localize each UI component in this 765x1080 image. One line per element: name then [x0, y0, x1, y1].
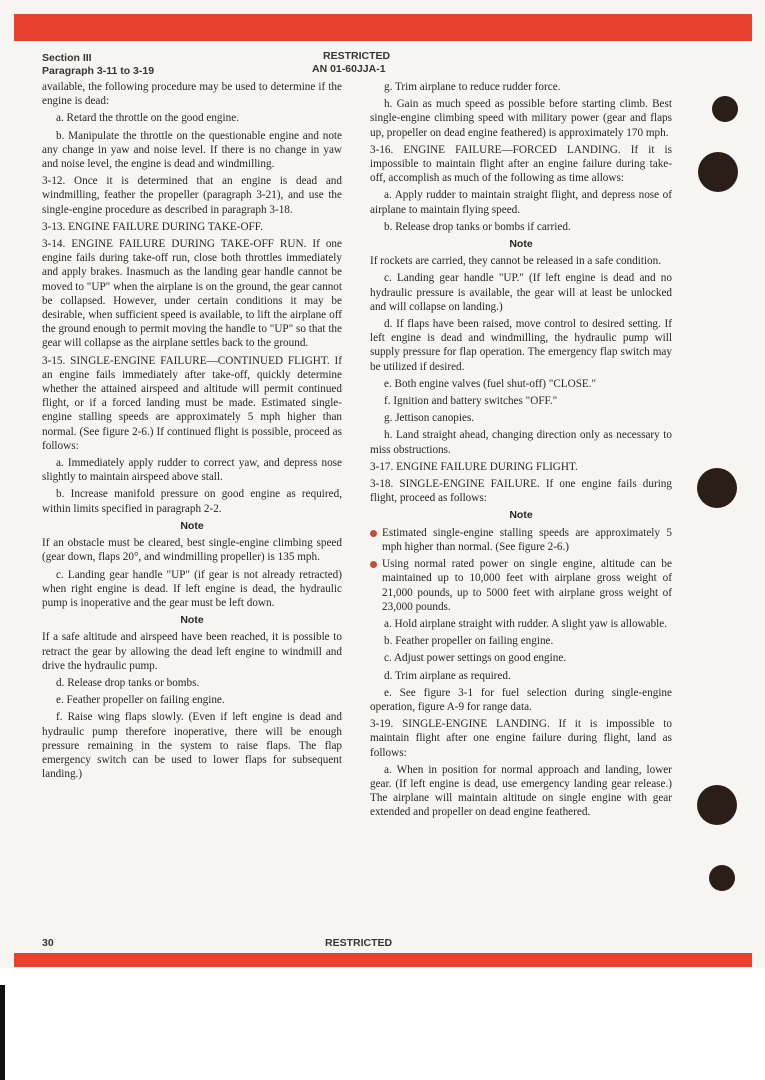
procedure-step: h. Gain as much speed as possible before starting climb. Best single-engine climbing speed with military power (gear and flaps up, propeller on dead engine feathered) is approximately 170 mph.	[370, 98, 672, 139]
left-column	[42, 80, 342, 784]
procedure-step: f. Raise wing flaps slowly. (Even if left engine is dead and hydraulic pump therefore inoperative, there will be enough pressure remaining in the system to raise flaps. The flap emergency switch can be used to lower flaps for subsequent landing.)	[42, 711, 342, 781]
procedure-step: a. Hold airplane straight with rudder. A slight yaw is allowable.	[384, 617, 668, 630]
section-label: Section III	[42, 52, 92, 64]
note-text: If a safe altitude and airspeed have been reached, it is possible to retract the gear by allowing the dead left engine to windmill and drive the hydraulic pump.	[42, 631, 342, 672]
scan-margin	[0, 968, 765, 1080]
page-number: 30	[42, 937, 54, 949]
note-text: If an obstacle must be cleared, best single-engine climbing speed (gear down, flaps 20°, and windmilling propeller) is 135 mph.	[42, 537, 342, 564]
procedure-step: a. Immediately apply rudder to correct yaw, and depress nose slightly to maintain airspeed above stall.	[42, 457, 342, 484]
procedure-step: f. Ignition and battery switches "OFF."	[384, 395, 558, 408]
note-heading: Note	[509, 509, 533, 522]
procedure-step: e. Feather propeller on failing engine.	[56, 694, 225, 707]
note-bullet: Estimated single-engine stalling speeds are approximately 5 mph higher than normal. (See figure 2-6.)	[370, 526, 672, 554]
procedure-step: c. Landing gear handle "UP" (if gear is not already retracted) when right engine is dead. If left engine is dead, the hydraulic pump is inoperative and the gear must be left down.	[42, 568, 342, 609]
note-heading: Note	[180, 614, 204, 627]
bullet-dot-icon	[370, 530, 377, 537]
classification-header: RESTRICTED	[323, 50, 391, 62]
paragraph-text: 3-19. SINGLE-ENGINE LANDING. If it is impossible to maintain flight after one engine failure during flight, land as follows:	[370, 718, 672, 759]
procedure-step: d. If flaps have been raised, move control to desired setting. If left engine is dead and windmilling, the hydraulic pump will supply pressure for flap operation. The emergency flap switch may be utilized if desired.	[370, 318, 672, 373]
note-heading: Note	[509, 238, 533, 251]
paragraph-text: 3-15. SINGLE-ENGINE FAILURE—CONTINUED FLIGHT. If an engine fails immediately after take-off, quickly determine whether the attained airspeed and altitude will permit continued flight, or if a forced landing must be made. Estimated single-engine stalling speeds are approximately 5 mph higher than normal. (See figure 2-6.) If continued flight is possible, proceed as follows:	[42, 354, 342, 452]
scan-edge	[0, 985, 5, 1080]
procedure-step: e. See figure 3-1 for fuel selection during single-engine operation, figure A-9 for range data.	[370, 686, 672, 713]
document-id: AN 01-60JJA-1	[312, 63, 386, 75]
procedure-step: b. Release drop tanks or bombs if carried.	[384, 220, 571, 233]
procedure-step: c. Adjust power settings on good engine.	[384, 652, 567, 665]
paragraph-text: 3-18. SINGLE-ENGINE FAILURE. If one engine fails during flight, proceed as follows:	[370, 478, 672, 505]
procedure-step: d. Trim airplane as required.	[384, 669, 511, 682]
punch-hole	[709, 865, 735, 891]
procedure-step: a. Apply rudder to maintain straight flight, and depress nose of airplane to maintain flying speed.	[370, 189, 672, 216]
paragraph-text: available, the following procedure may be used to determine if the engine is dead:	[42, 81, 342, 108]
procedure-step: a. Retard the throttle on the good engine.	[56, 112, 239, 125]
procedure-step: d. Release drop tanks or bombs.	[56, 676, 200, 689]
procedure-step: a. When in position for normal approach and landing, lower gear. (If left engine is dead, use emergency landing gear release.) The airplane will maintain altitude on single engine with gear extended and propeller on dead engine feathered.	[370, 763, 672, 819]
procedure-step: g. Jettison canopies.	[384, 412, 475, 425]
note-heading: Note	[180, 519, 204, 532]
paragraph-text: 3-12. Once it is determined that an engine is dead and windmilling, feather the propeller (paragraph 3-21), and use the single-engine procedure as described in paragraph 3-18.	[42, 175, 342, 216]
paragraph-text: 3-16. ENGINE FAILURE—FORCED LANDING. If it is impossible to maintain flight after an engine failure during take-off, accomplish as much of the following as time allows:	[370, 143, 672, 185]
punch-hole	[697, 468, 737, 508]
paragraph-text: 3-13. ENGINE FAILURE DURING TAKE-OFF.	[42, 220, 263, 233]
procedure-step: b. Increase manifold pressure on good engine as required, within limits specified in paragraph 2-2.	[42, 488, 342, 515]
classification-footer: RESTRICTED	[325, 937, 393, 949]
right-column	[370, 80, 672, 823]
bullet-dot-icon	[370, 561, 377, 568]
punch-hole	[698, 152, 738, 192]
note-bullet: Using normal rated power on single engine, altitude can be maintained up to 10,000 feet with airplane gross weight of 21,000 pounds, up to 5000 feet with airplane gross weight of 23,000 pounds.	[370, 557, 672, 614]
procedure-step: b. Feather propeller on failing engine.	[384, 635, 554, 648]
paragraph-range: Paragraph 3-11 to 3-19	[42, 65, 155, 77]
bottom-border-stripe	[14, 953, 752, 967]
procedure-step: h. Land straight ahead, changing direction only as necessary to miss obstructions.	[370, 429, 672, 456]
punch-hole	[697, 785, 737, 825]
paragraph-text: 3-17. ENGINE FAILURE DURING FLIGHT.	[370, 460, 578, 473]
paragraph-text: 3-14. ENGINE FAILURE DURING TAKE-OFF RUN. If one engine fails during take-off run, close both throttles immediately and apply brakes. Inasmuch as the landing gear handle cannot be moved to "UP" when the airplane is on the ground, the gear cannot be collapsed. However, under certain conditions it may be desirable, when sufficient speed is available, to lift the airplane off the ground enough to permit moving the handle to "UP" so that the gear will collapse as the airplane settles back to the ground.	[42, 238, 342, 350]
punch-hole	[712, 96, 738, 122]
note-text: If rockets are carried, they cannot be released in a safe condition.	[370, 255, 662, 268]
procedure-step: g. Trim airplane to reduce rudder force.	[384, 81, 561, 93]
top-border-stripe	[14, 14, 752, 41]
procedure-step: b. Manipulate the throttle on the questionable engine and note any change in yaw and noise level. If there is no change in yaw and noise level, the engine is dead and windmilling.	[42, 129, 342, 171]
procedure-step: e. Both engine valves (fuel shut-off) "CLOSE."	[384, 377, 597, 390]
procedure-step: c. Landing gear handle "UP." (If left engine is dead and no hydraulic pressure is available, the gear will at least be unlocked and will collapse on landing.)	[370, 272, 672, 313]
